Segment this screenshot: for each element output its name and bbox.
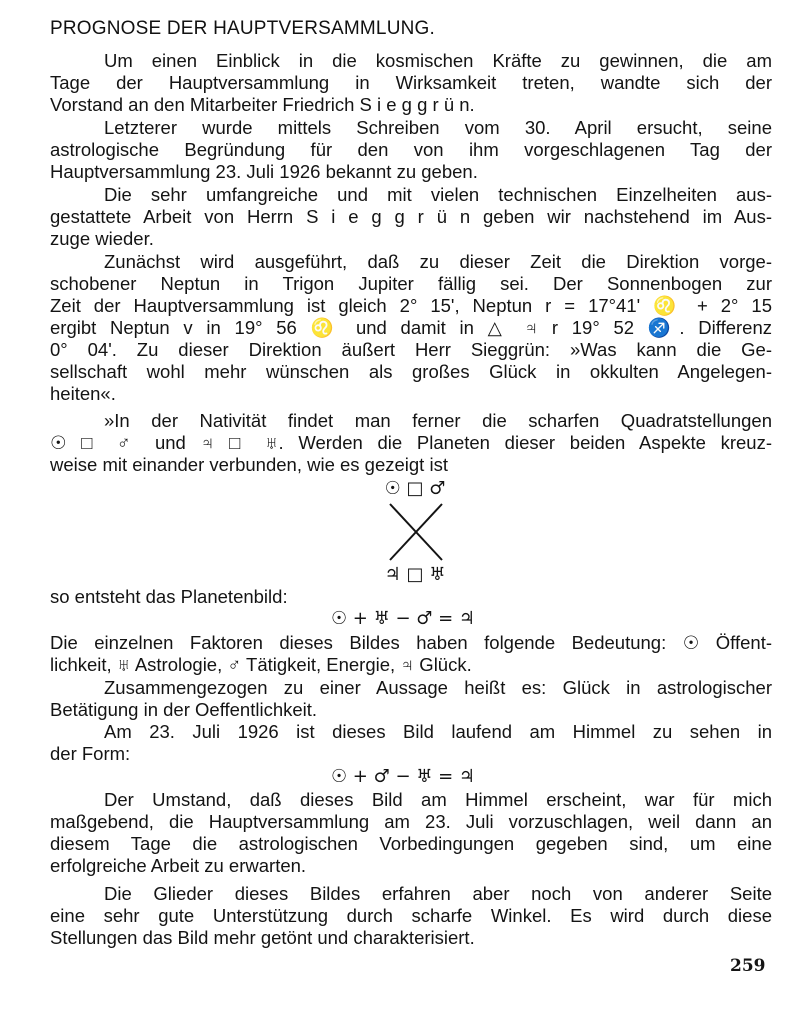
planet-formula: ☉ + ♂ − ♅ = ♃ [330,766,476,787]
text-line: zuge wieder. [50,228,154,249]
diagram-top-aspect: ☉ □ ♂ [384,478,446,499]
text-line: eine sehr gute Unterstützung durch scharfe Winkel. Es wird durch diese [50,905,772,926]
text-line: Betätigung in der Oeffentlichkeit. [50,699,318,720]
text-line: »In der Nativität findet man ferner die scharfen Quadratstellungen [104,410,772,431]
text-line: Um einen Einblick in die kosmischen Kräfte zu gewinnen, die am [104,50,772,71]
text-line: Stellungen das Bild mehr getönt und charakterisiert. [50,927,475,948]
text-line: gestattete Arbeit von Herrn S i e g g r ü n geben wir nachstehend im Aus- [50,206,772,227]
text-line: schobener Neptun in Trigon Jupiter fällig sei. Der Sonnenbogen zur [50,273,772,294]
text-line: ergibt Neptun v in 19° 56 ♌ und damit in △ ♃ r 19° 52 ♐. Differenz [50,317,772,338]
diagram-bottom-aspect: ♃ □ ♅ [384,564,446,585]
text-line: so entsteht das Planetenbild: [50,586,288,607]
text-line: lichkeit, ♅ Astrologie, ♂ Tätigkeit, Energie, ♃ Glück. [50,654,472,675]
text-line: ☉ □ ♂ und ♃ □ ♅. Werden die Planeten dieser beiden Aspekte kreuz- [50,432,772,453]
text-line: astrologische Begründung für den von ihm vorgeschlagenen Tag der [50,139,772,160]
planet-cross-diagram [360,478,470,590]
text-line: Zunächst wird ausgeführt, daß zu dieser Zeit die Direktion vorge- [104,251,772,272]
text-line: Zusammengezogen zu einer Aussage heißt es: Glück in astrologischer [104,677,772,698]
text-line: Tage der Hauptversammlung in Wirksamkeit treten, wandte sich der [50,72,772,93]
text-line: diesem Tage die astrologischen Vorbedingungen gegeben sind, um eine [50,833,772,854]
page-heading: PROGNOSE DER HAUPTVERSAMMLUNG. [50,18,435,39]
text-line: Der Umstand, daß dieses Bild am Himmel erscheint, war für mich [104,789,772,810]
planet-formula: ☉ + ♅ − ♂ = ♃ [330,608,476,629]
page-number: 259 [730,956,766,976]
text-line: Zeit der Hauptversammlung ist gleich 2° 15', Neptun r = 17°41' ♌ + 2° 15 [50,295,772,316]
text-line: Vorstand an den Mitarbeiter Friedrich S i e g g r ü n. [50,94,475,115]
text-line: Hauptversammlung 23. Juli 1926 bekannt zu geben. [50,161,478,182]
text-line: sellschaft wohl mehr wünschen als großes Glück in okkulten Angelegen- [50,361,772,382]
cross-lines [360,502,470,562]
text-line: Am 23. Juli 1926 ist dieses Bild laufend am Himmel zu sehen in [104,721,772,742]
text-line: erfolgreiche Arbeit zu erwarten. [50,855,307,876]
text-line: 0° 04'. Zu dieser Direktion äußert Herr Sieggrün: »Was kann die Ge- [50,339,772,360]
text-line: Die einzelnen Faktoren dieses Bildes haben folgende Bedeutung: ☉ Öffent- [50,632,772,653]
text-line: weise mit einander verbunden, wie es gezeigt ist [50,454,448,475]
text-line: heiten«. [50,383,116,404]
text-line: Die sehr umfangreiche und mit vielen technischen Einzelheiten aus- [104,184,772,205]
text-line: Letzterer wurde mittels Schreiben vom 30. April ersucht, seine [104,117,772,138]
text-line: maßgebend, die Hauptversammlung am 23. Juli vorzuschlagen, weil dann an [50,811,772,832]
text-line: der Form: [50,743,131,764]
text-line: Die Glieder dieses Bildes erfahren aber noch von anderer Seite [104,883,772,904]
